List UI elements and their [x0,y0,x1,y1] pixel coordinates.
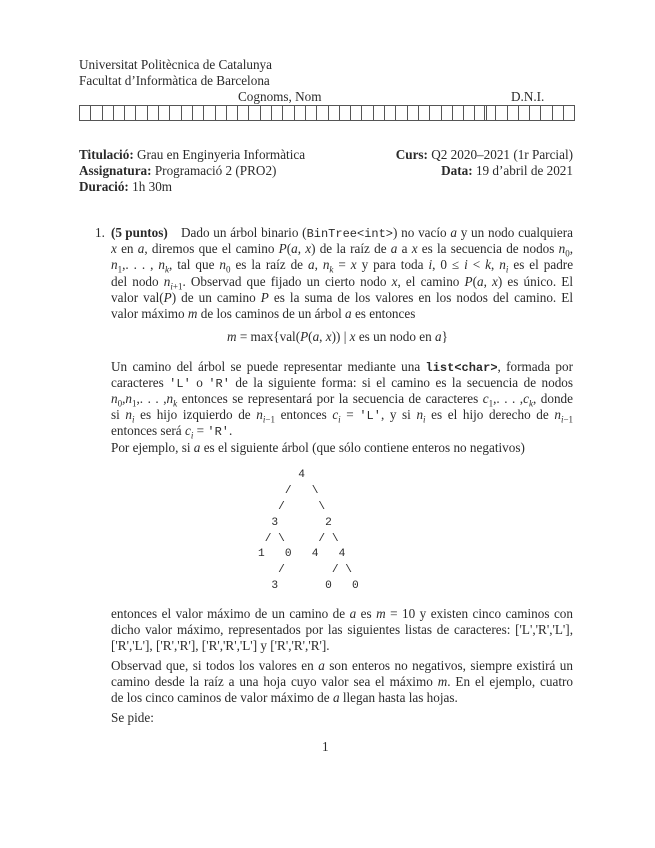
assignatura [79,163,276,179]
name-char-box[interactable] [215,105,226,121]
name-char-box[interactable] [384,105,395,121]
name-char-box[interactable] [102,105,113,121]
intro-line-1: x en a, diremos que el camino P(a, x) de la raíz de a a x es la secuencia de nodos $n_0$, [111,241,573,257]
example-intro: Por ejemplo, si a es el siguiente árbol (que sólo contiene enteros no negativos) [111,440,525,455]
repr-line-4: entonces será $c_i$ = 'R'. [111,423,233,441]
curs [396,147,573,163]
dni-label: D.N.I. [511,89,545,104]
tree-line: 4 [258,469,305,481]
name-char-box[interactable] [192,105,203,121]
name-char-box[interactable] [294,105,305,121]
curs-label: Curs: [395,147,428,162]
name-char-box[interactable] [158,105,169,121]
dni-boxes[interactable] [484,105,575,121]
tree-line: / \ / \ [258,532,339,545]
name-char-box[interactable] [169,105,180,121]
titulacio-value: Grau en Enginyeria Informàtica [137,147,306,162]
name-char-box[interactable] [328,105,339,121]
dni-char-box[interactable] [507,105,518,121]
name-char-box[interactable] [260,105,271,121]
dni-char-box[interactable] [484,105,495,121]
observation-line-2: de los cinco caminos de valor máximo de a llegan hasta las hojas. [111,690,458,705]
intro-line-3: del nodo $n_{i+1}$. Observad que fijado un cierto nodo x, el camino P(a, x) es único. El [111,274,573,290]
se-pide: Se pide: [111,710,154,725]
duracio-label: Duració: [79,179,129,194]
titulacio [79,147,305,163]
name-char-box[interactable] [429,105,440,121]
name-char-box[interactable] [203,105,214,121]
observation-line-0: Observad que, si todos los valores en a son enteros no negativos, siempre existirá un [111,658,573,673]
data-value: 19 d’abril de 2021 [475,163,573,178]
name-char-box[interactable] [316,105,327,121]
name-char-box[interactable] [418,105,429,121]
tree-line: 3 0 0 [258,580,359,593]
problem-number: 1. [95,225,105,240]
name-char-box[interactable] [305,105,316,121]
name-char-box[interactable] [407,105,418,121]
intro-line-5: valor máximo m de los caminos de un árbol a es entonces [111,306,416,321]
tree-line: / \ [258,500,326,513]
repr-line-2: $n_0,n_1$,. . . $,n_k$ entonces se representará por la secuencia de caracteres $c_1$,. . . $,c_k$, donde [111,391,573,407]
intro-line-2: $n_1$,. . . , $n_k$, tal que $n_0$ es la raíz de a, $n_k = x$ y para toda i, 0 ≤ i < k, $n_i$ es el padre [111,257,573,273]
name-char-box[interactable] [226,105,237,121]
name-char-box[interactable] [79,105,90,121]
curs-value: Q2 2020–2021 (1r Parcial) [431,147,573,162]
tree-line: / / \ [258,564,352,577]
dni-char-box[interactable] [529,105,540,121]
dni-char-box[interactable] [540,105,551,121]
problem-points: (5 puntos) [111,225,168,240]
data-label: Data: [441,163,473,178]
name-char-box[interactable] [463,105,474,121]
name-char-box[interactable] [350,105,361,121]
name-box-group[interactable] [79,105,487,121]
name-char-box[interactable] [361,105,372,121]
name-char-box[interactable] [147,105,158,121]
name-char-box[interactable] [90,105,101,121]
university-name: Universitat Politècnica de Catalunya [79,57,272,72]
dni-char-box[interactable] [563,105,574,121]
name-char-box[interactable] [135,105,146,121]
repr-line-1: caracteres 'L' o 'R' de la siguiente forma: si el camino es la secuencia de nodos [111,375,573,391]
dni-box-group[interactable] [484,105,575,121]
name-char-box[interactable] [395,105,406,121]
name-boxes[interactable] [79,105,487,121]
tree-line: 1 0 4 4 [258,548,346,561]
repr-line-3: si $n_i$ es hijo izquierdo de $n_{i-1}$ entonces $c_i$ = 'L', y si $n_i$ es el hijo derecho de $n_{i-1}$ [111,407,573,423]
name-char-box[interactable] [237,105,248,121]
dni-char-box[interactable] [495,105,506,121]
duracio [79,179,172,195]
name-char-box[interactable] [282,105,293,121]
intro-line-0: Dado un árbol binario (BinTree<int>) no vacío a y un nodo cualquiera [181,225,573,241]
name-char-box[interactable] [441,105,452,121]
formula: m = max{val(P(a, x)) | x es un nodo en a} [227,329,448,344]
result-line-1: dicho valor máximo, representados por las siguientes listas de caracteres: ['L','R','L'], [111,622,573,637]
tree-line: 3 2 [258,516,332,529]
intro-line-4: valor val(P) de un camino P es la suma de los valores en los nodos del camino. El [111,290,573,305]
result-line-2: ['R','L'], ['R','R'], ['R','R','L'] y ['R','R','R']. [111,638,330,653]
repr-line-0: Un camino del árbol se puede representar mediante una list<char>, formada por [111,359,573,375]
name-char-box[interactable] [113,105,124,121]
dni-char-box[interactable] [518,105,529,121]
tree-line: / \ [258,484,319,497]
observation-line-1: camino desde la raíz a una hoja cuyo valor sea el máximo m. En el ejemplo, cuatro [111,674,573,689]
name-char-box[interactable] [124,105,135,121]
name-char-box[interactable] [373,105,384,121]
example-tree-diagram [258,468,359,595]
name-char-box[interactable] [181,105,192,121]
data [441,163,573,179]
result-line-0: entonces el valor máximo de un camino de a es m = 10 y existen cinco caminos con [111,606,573,621]
duracio-value: 1h 30m [132,179,173,194]
name-char-box[interactable] [271,105,282,121]
assignatura-value: Programació 2 (PRO2) [154,163,277,178]
name-char-box[interactable] [248,105,259,121]
titulacio-label: Titulació: [79,147,134,162]
assignatura-label: Assignatura: [79,163,152,178]
page-number: 1 [322,739,329,754]
name-char-box[interactable] [452,105,463,121]
faculty-name: Facultat d’Informàtica de Barcelona [79,73,270,88]
dni-char-box[interactable] [552,105,563,121]
name-label: Cognoms, Nom [238,89,322,104]
name-char-box[interactable] [339,105,350,121]
